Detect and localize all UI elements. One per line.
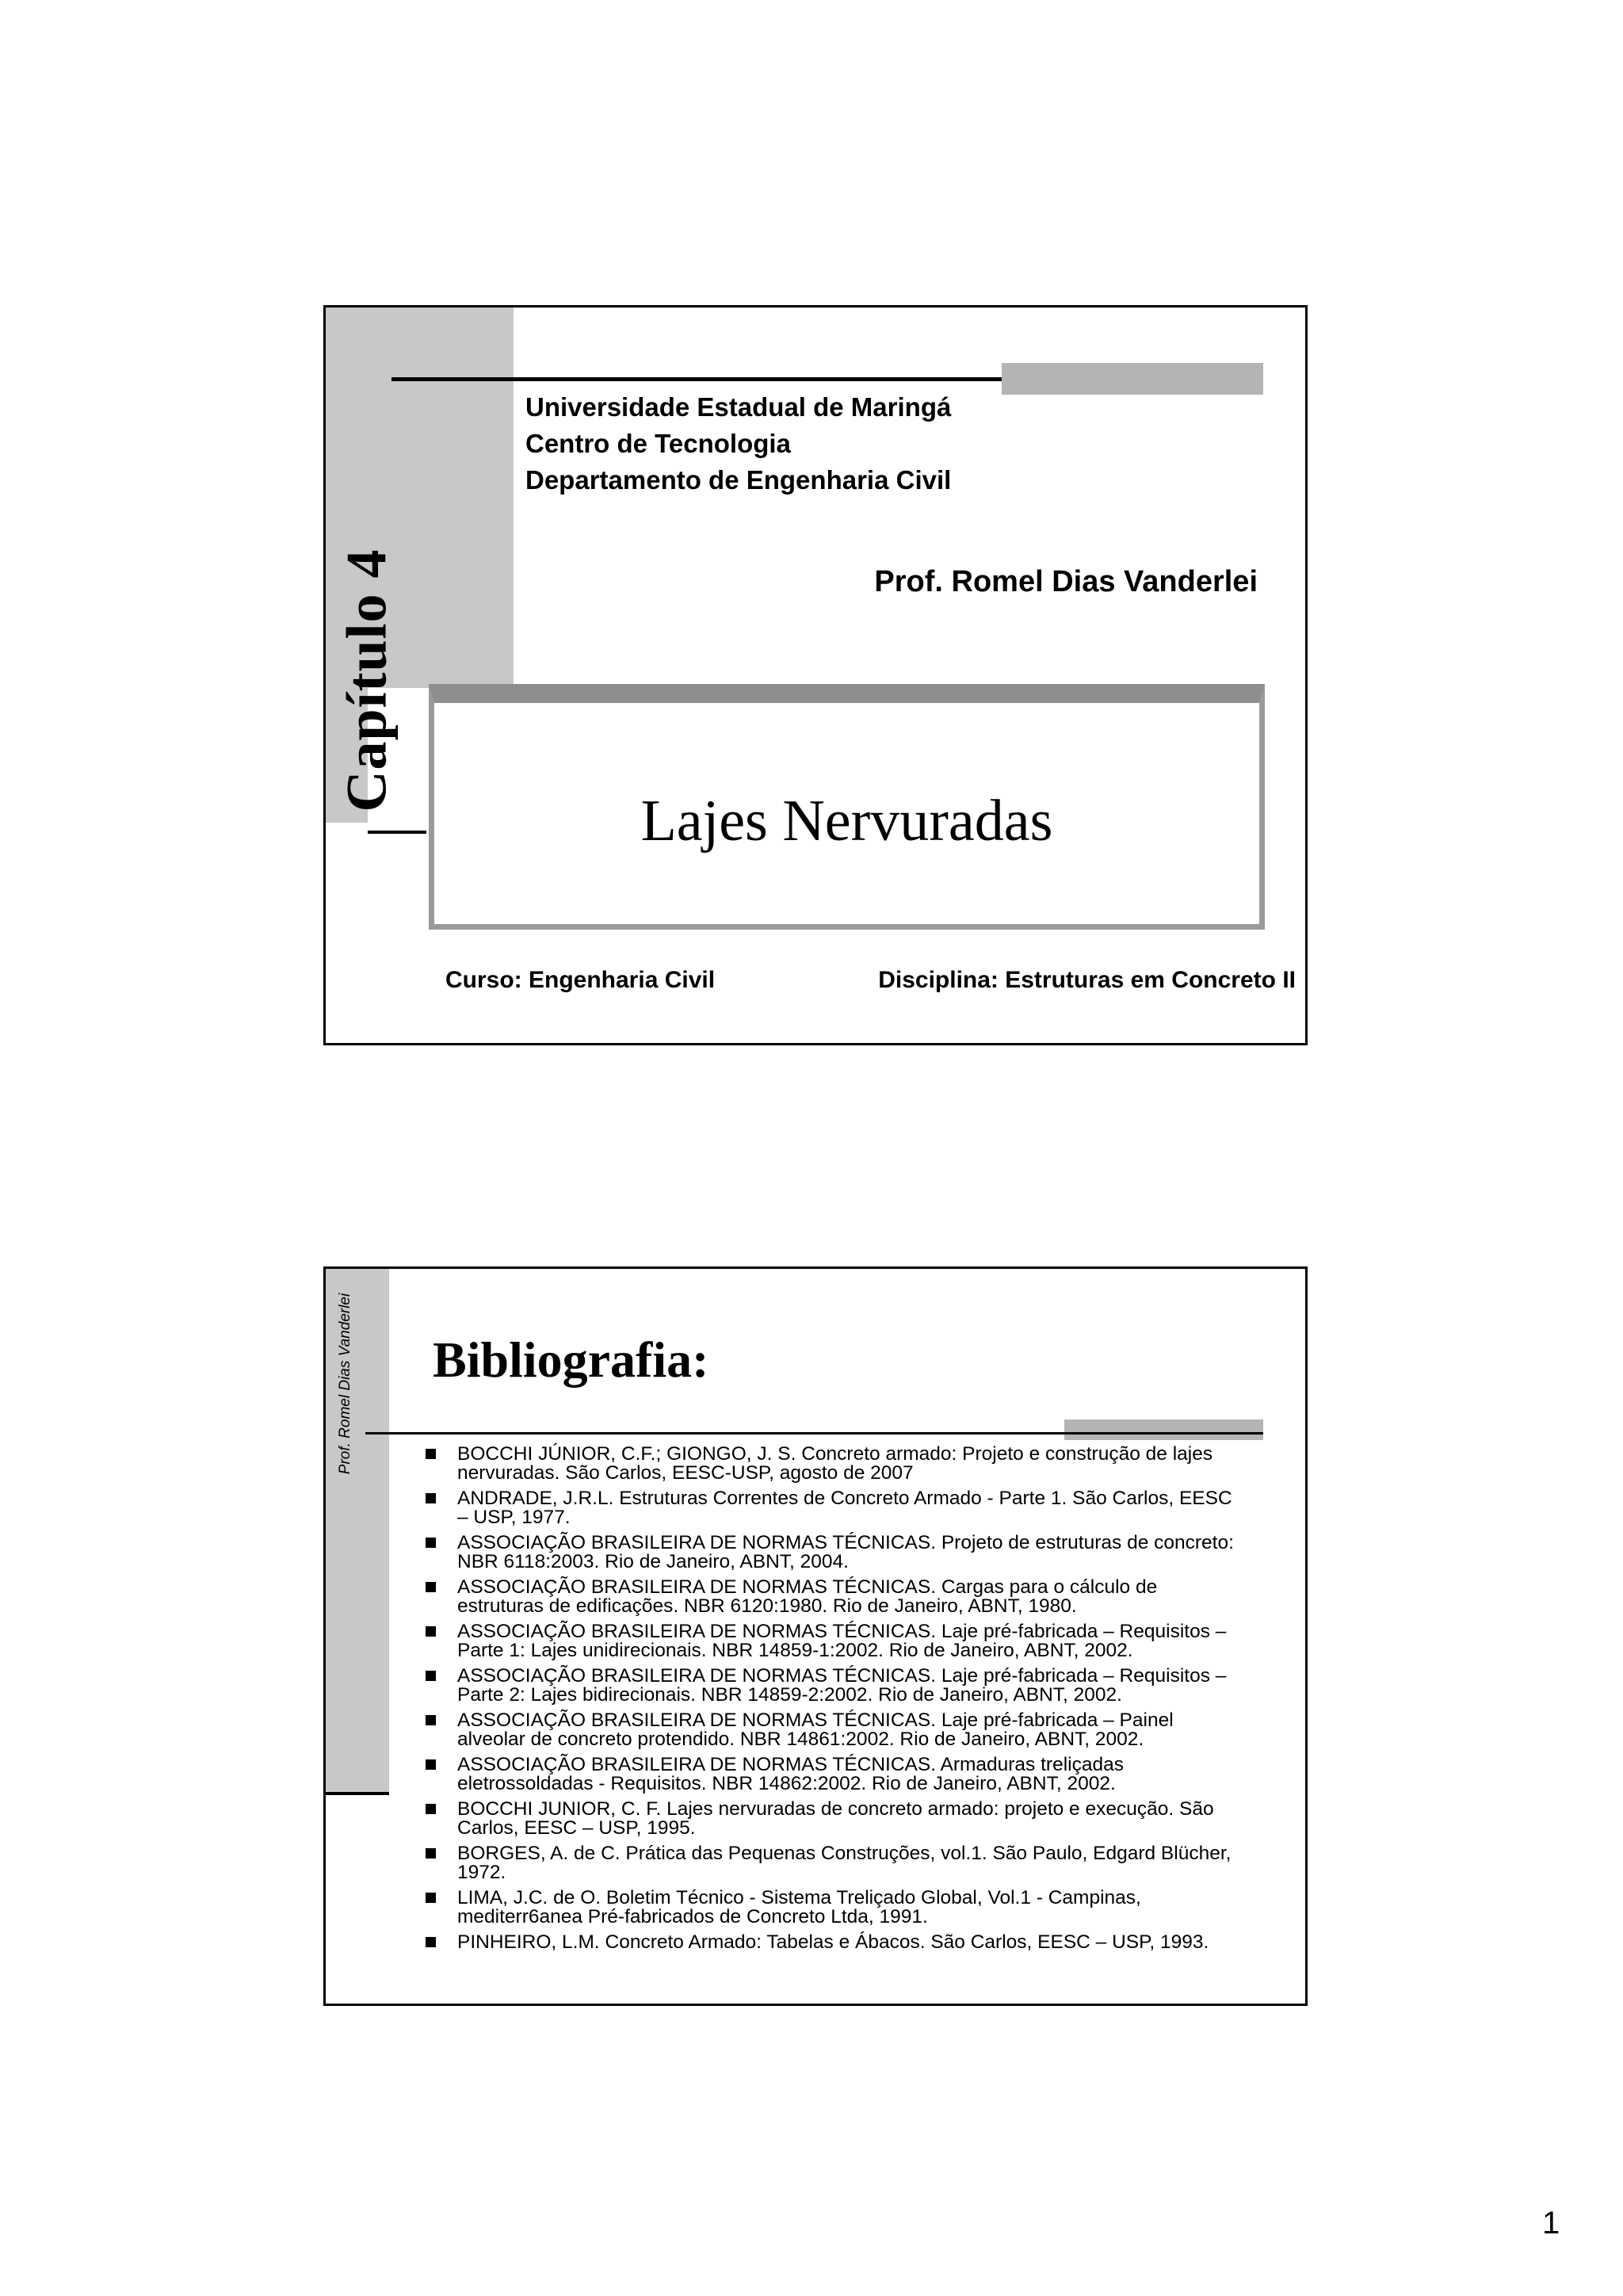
reference-item [421, 1445, 1269, 1483]
square-bullet-icon [426, 1671, 436, 1681]
reference-item [421, 1534, 1269, 1572]
chapter-label [334, 537, 400, 823]
reference-line: Parte 1: Lajes unidirecionais. NBR 14859-1:2002. Rio de Janeiro, ABNT, 2002. [457, 1640, 1133, 1661]
reference-line: estruturas de edificações. NBR 6120:1980. Rio de Janeiro, ABNT, 1980. [457, 1595, 1077, 1617]
reference-item [421, 1489, 1269, 1527]
reference-item [421, 1933, 1269, 1952]
side-label [330, 1285, 361, 1483]
side-label-text: Prof. Romel Dias Vanderlei [337, 1293, 354, 1475]
reference-list [421, 1445, 1269, 1958]
reference-line: ANDRADE, J.R.L. Estruturas Correntes de Concreto Armado - Parte 1. São Carlos, EESC [457, 1488, 1232, 1509]
reference-line: ASSOCIAÇÃO BRASILEIRA DE NORMAS TÉCNICAS. Cargas para o cálculo de [457, 1576, 1158, 1598]
slide-title: Lajes Nervuradas [640, 789, 1053, 854]
reference-line: ASSOCIAÇÃO BRASILEIRA DE NORMAS TÉCNICAS. Laje pré-fabricada – Requisitos – [457, 1621, 1227, 1642]
reference-line: ASSOCIAÇÃO BRASILEIRA DE NORMAS TÉCNICAS. Armaduras treliçadas [457, 1754, 1124, 1775]
square-bullet-icon [426, 1449, 436, 1459]
sidebar-rule [368, 831, 426, 834]
square-bullet-icon [426, 1493, 436, 1503]
reference-line: Parte 2: Lajes bidirecionais. NBR 14859-2:2002. Rio de Janeiro, ABNT, 2002. [457, 1684, 1122, 1706]
reference-line: PINHEIRO, L.M. Concreto Armado: Tabelas e Ábacos. São Carlos, EESC – USP, 1993. [457, 1931, 1209, 1953]
reference-line: LIMA, J.C. de O. Boletim Técnico - Sistema Treliçado Global, Vol.1 - Campinas, [457, 1887, 1141, 1908]
reference-line: mediterr6anea Pré-fabricados de Concreto Ltda, 1991. [457, 1906, 928, 1927]
title-slide [323, 305, 1308, 1045]
reference-line: ASSOCIAÇÃO BRASILEIRA DE NORMAS TÉCNICAS. Laje pré-fabricada – Painel [457, 1710, 1174, 1731]
reference-item [421, 1844, 1269, 1882]
center-name: Centro de Tecnologia [525, 429, 791, 458]
reference-item [421, 1667, 1269, 1705]
reference-line: eletrossoldadas - Requisitos. NBR 14862:2002. Rio de Janeiro, ABNT, 2002. [457, 1773, 1116, 1794]
reference-item [421, 1889, 1269, 1927]
square-bullet-icon [426, 1715, 436, 1725]
bibliography-title: Bibliografia: [433, 1331, 709, 1388]
square-bullet-icon [426, 1626, 436, 1637]
professor-name: Prof. Romel Dias Vanderlei [874, 565, 1258, 598]
title-box [429, 684, 1265, 930]
reference-line: ASSOCIAÇÃO BRASILEIRA DE NORMAS TÉCNICAS. Laje pré-fabricada – Requisitos – [457, 1665, 1227, 1687]
reference-line: BOCCHI JUNIOR, C. F. Lajes nervuradas de concreto armado: projeto e execução. São [457, 1798, 1214, 1820]
sidebar-rule [326, 1792, 389, 1795]
reference-item [421, 1800, 1269, 1838]
square-bullet-icon [426, 1804, 436, 1814]
reference-line: BOCCHI JÚNIOR, C.F.; GIONGO, J. S. Concreto armado: Projeto e construção de lajes [457, 1443, 1213, 1465]
chapter-text: Capítulo 4 [334, 548, 399, 812]
reference-line: NBR 6118:2003. Rio de Janeiro, ABNT, 2004. [457, 1551, 849, 1572]
square-bullet-icon [426, 1538, 436, 1548]
reference-line: – USP, 1977. [457, 1507, 571, 1528]
bibliography-slide [323, 1266, 1308, 2006]
page-number: 1 [1542, 2206, 1560, 2241]
university-name: Universidade Estadual de Maringá [525, 392, 952, 422]
header-rule [365, 1432, 1263, 1435]
header-accent-bar [1002, 363, 1263, 395]
reference-item [421, 1622, 1269, 1660]
institution-block [525, 389, 951, 499]
reference-line: ASSOCIAÇÃO BRASILEIRA DE NORMAS TÉCNICAS. Projeto de estruturas de concreto: [457, 1532, 1234, 1553]
department-name: Departamento de Engenharia Civil [525, 465, 952, 495]
square-bullet-icon [426, 1848, 436, 1859]
reference-line: Carlos, EESC – USP, 1995. [457, 1817, 696, 1839]
reference-line: 1972. [457, 1862, 506, 1883]
discipline-label: Disciplina: Estruturas em Concreto II [878, 967, 1296, 993]
reference-item [421, 1711, 1269, 1749]
reference-line: BORGES, A. de C. Prática das Pequenas Construções, vol.1. São Paulo, Edgard Blücher, [457, 1843, 1232, 1864]
square-bullet-icon [426, 1937, 436, 1947]
reference-line: alveolar de concreto protendido. NBR 14861:2002. Rio de Janeiro, ABNT, 2002. [457, 1729, 1144, 1750]
reference-item [421, 1755, 1269, 1794]
square-bullet-icon [426, 1893, 436, 1903]
square-bullet-icon [426, 1582, 436, 1592]
course-label: Curso: Engenharia Civil [445, 967, 716, 993]
header-accent-bar [1064, 1419, 1263, 1440]
reference-line: nervuradas. São Carlos, EESC-USP, agosto de 2007 [457, 1462, 914, 1484]
reference-item [421, 1578, 1269, 1616]
square-bullet-icon [426, 1759, 436, 1770]
